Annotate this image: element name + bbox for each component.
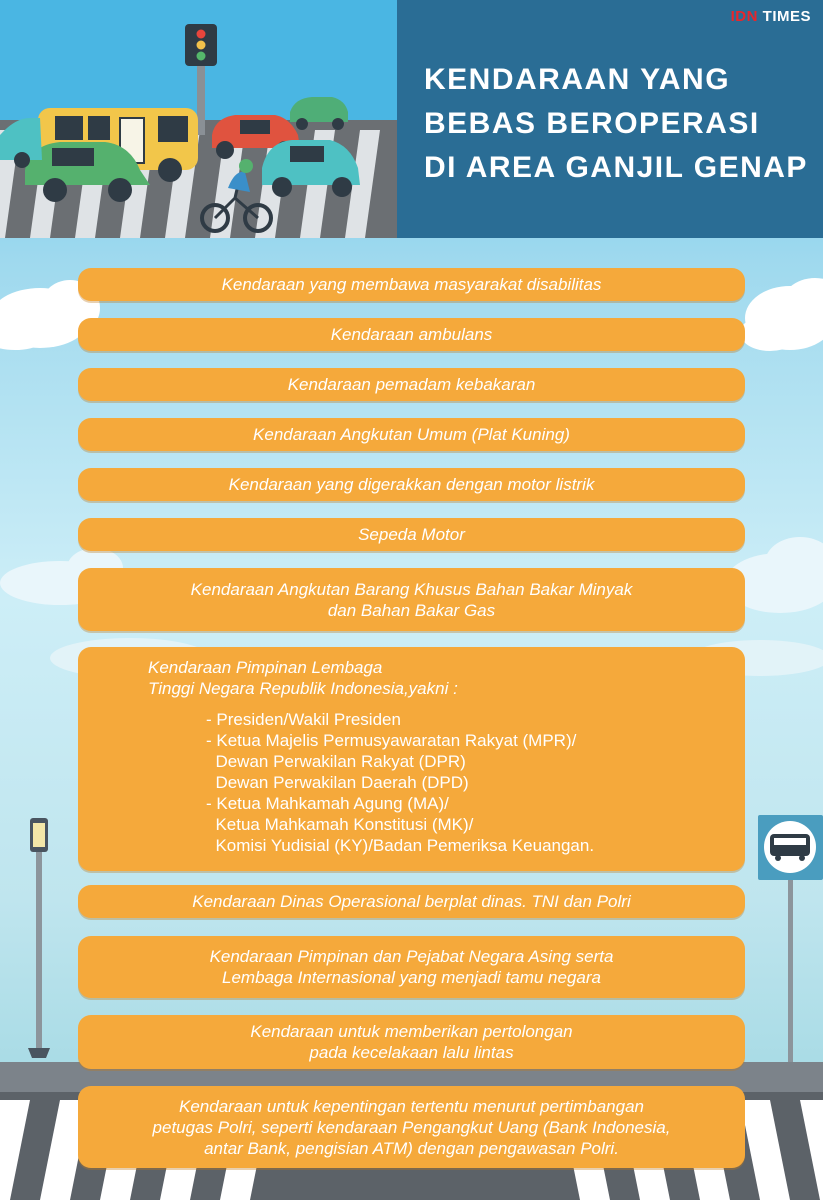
sub-item: Ketua Mahkamah Konstitusi (MK)/ — [206, 815, 474, 834]
sub-item: - Presiden/Wakil Presiden — [206, 710, 401, 729]
list-item — [78, 318, 745, 351]
brand-idn: IDN — [730, 8, 758, 25]
item-text: Kendaraan Pimpinan dan Pejabat Negara Asing serta — [209, 947, 614, 966]
list-item — [78, 468, 745, 501]
sub-item: Dewan Perwakilan Daerah (DPD) — [206, 773, 469, 792]
item-text: Kendaraan untuk kepentingan tertentu menurut pertimbangan — [179, 1096, 644, 1116]
list-item-leaders — [78, 647, 745, 871]
list-item — [78, 1015, 745, 1069]
item-text: dan Bahan Bakar Gas — [327, 600, 496, 620]
list-item — [78, 936, 745, 998]
item-text: antar Bank, pengisian ATM) dengan pengawasan Polri. — [204, 1138, 619, 1158]
list-item — [78, 518, 745, 551]
item-text: Sepeda Motor — [358, 525, 465, 544]
list-item — [78, 885, 745, 918]
item-text: Kendaraan Pimpinan Lembaga — [148, 658, 383, 677]
item-text: Kendaraan yang digerakkan dengan motor listrik — [228, 475, 595, 494]
item-text: Kendaraan pemadam kebakaran — [287, 375, 536, 394]
item-text: petugas Polri, seperti kendaraan Pengangkut Uang (Bank Indonesia, — [152, 1117, 671, 1137]
sub-item: - Ketua Mahkamah Agung (MA)/ — [206, 794, 449, 813]
list-item — [78, 568, 745, 631]
item-text: Kendaraan Angkutan Umum (Plat Kuning) — [253, 425, 570, 444]
title-line: BEBAS BEROPERASI — [424, 107, 760, 140]
item-text: Kendaraan yang membawa masyarakat disabilitas — [221, 275, 602, 294]
title-line: KENDARAAN YANG — [424, 63, 731, 96]
list-item — [78, 268, 745, 301]
sub-list — [78, 709, 745, 856]
item-text: Kendaraan Dinas Operasional berplat dinas. TNI dan Polri — [192, 892, 631, 911]
list-item — [78, 1086, 745, 1168]
list-item — [78, 418, 745, 451]
item-text: Kendaraan untuk memberikan pertolongan — [250, 1022, 573, 1041]
item-text: Tinggi Negara Republik Indonesia,yakni : — [148, 679, 458, 698]
item-text: Kendaraan ambulans — [330, 325, 493, 344]
title-line: DI AREA GANJIL GENAP — [424, 151, 808, 184]
brand-times: TIMES — [762, 8, 811, 25]
list-item — [78, 368, 745, 401]
item-text: Kendaraan Angkutan Barang Khusus Bahan Bakar Minyak — [190, 579, 633, 599]
sub-item: Komisi Yudisial (KY)/Badan Pemeriksa Keuangan. — [206, 836, 595, 855]
item-text: Lembaga Internasional yang menjadi tamu negara — [222, 968, 601, 987]
sub-item: Dewan Perwakilan Rakyat (DPR) — [206, 752, 466, 771]
item-text: pada kecelakaan lalu lintas — [309, 1043, 514, 1062]
sub-item: - Ketua Majelis Permusyawaratan Rakyat (MPR)/ — [206, 731, 577, 750]
